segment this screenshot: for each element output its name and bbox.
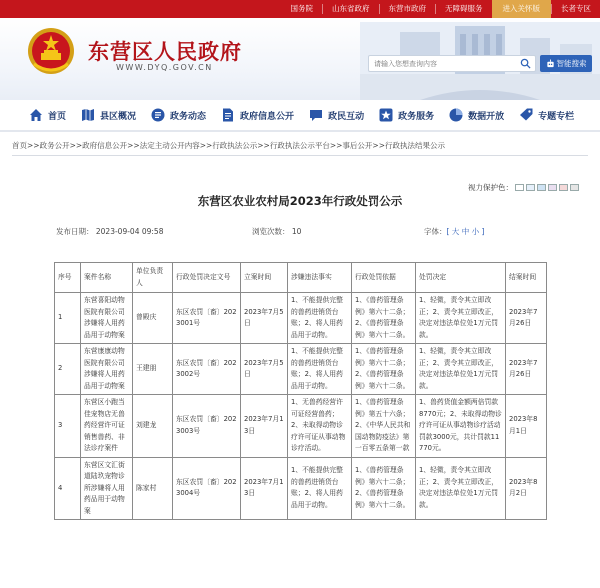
table-cell: 2023年8月2日 <box>506 457 547 520</box>
column-header: 涉嫌违法事实 <box>288 263 352 293</box>
news-icon <box>150 107 166 123</box>
search-box <box>368 55 536 72</box>
column-header: 结案时间 <box>506 263 547 293</box>
site-header <box>0 18 600 100</box>
table-cell: 2 <box>55 344 81 395</box>
column-header: 序号 <box>55 263 81 293</box>
table-cell: 东营康康动物医院有限公司涉嫌将人用药品用于动物案 <box>81 344 133 395</box>
search-icon[interactable] <box>520 58 531 69</box>
site-url: WWW.DYQ.GOV.CN <box>116 63 213 72</box>
table-cell: 1、轻微，责令其立即改正；2、责令其立即改正，决定对违法单位处1万元罚款。 <box>416 293 506 344</box>
nav-item-services[interactable] <box>378 99 434 131</box>
vision-color-swatch[interactable] <box>537 184 546 191</box>
home-icon <box>28 107 44 123</box>
top-bar <box>0 0 600 18</box>
nav-label-news: 政务动态 <box>170 111 207 122</box>
table-row <box>55 457 547 520</box>
article-title: 东营区农业农村局2023年行政处罚公示 <box>197 194 403 208</box>
table-cell: 1、不能提供完整的兽药进销货台账；2、将人用药品用于动物。 <box>288 344 352 395</box>
breadcrumb-divider <box>12 155 588 156</box>
vision-protection <box>468 182 579 193</box>
nav-item-open-data[interactable] <box>448 99 504 131</box>
column-header: 行政处罚依据 <box>352 263 416 293</box>
link-state-council[interactable]: 国务院 <box>290 4 313 13</box>
table-cell: 1、《兽药管理条例》第六十二条；2、《兽药管理条例》第六十二条。 <box>352 344 416 395</box>
table-cell: 东营喜阳动物医院有限公司涉嫌将人用药品用于动物案 <box>81 293 133 344</box>
table-cell: 东区农罚〔畜〕2023001号 <box>173 293 241 344</box>
table-cell: 1 <box>55 293 81 344</box>
nav-item-home[interactable] <box>28 99 66 131</box>
document-icon <box>220 107 236 123</box>
table-cell: 2023年7月26日 <box>506 293 547 344</box>
font-size-label: 字体： <box>424 227 447 236</box>
nav-label-home: 首页 <box>48 111 67 122</box>
link-elder-zone[interactable]: 长者专区 <box>551 4 600 14</box>
table-header-row <box>55 263 547 293</box>
nav-label-topics: 专题专栏 <box>538 111 575 122</box>
nav-label-info-disclosure: 政府信息公开 <box>240 111 295 122</box>
nav-item-overview[interactable] <box>80 99 136 131</box>
smart-search-button[interactable] <box>540 55 592 72</box>
table-cell: 东区农罚〔畜〕2023002号 <box>173 344 241 395</box>
robot-icon <box>546 59 555 68</box>
search-input[interactable] <box>369 56 509 71</box>
data-icon <box>448 107 464 123</box>
column-header: 单位负责人 <box>133 263 173 293</box>
table-cell: 2023年7月5日 <box>241 293 288 344</box>
top-links <box>282 0 600 18</box>
vision-color-swatch[interactable] <box>559 184 568 191</box>
vision-color-swatch[interactable] <box>515 184 524 191</box>
nav-label-overview: 县区概况 <box>100 111 137 122</box>
font-size-options[interactable]: [ 大 中 小 ] <box>446 227 485 236</box>
table-cell: 1、无兽药经营许可证经营兽药；2、未取得动物诊疗许可证从事动物诊疗活动。 <box>288 395 352 458</box>
link-accessibility[interactable]: 无障碍服务 <box>435 4 492 14</box>
table-cell: 1、《兽药管理条例》第六十二条；2、《兽药管理条例》第六十二条。 <box>352 293 416 344</box>
table-row <box>55 395 547 458</box>
column-header: 案件名称 <box>81 263 133 293</box>
link-dongying-gov[interactable]: 东营市政府 <box>379 4 436 14</box>
table-cell: 2023年7月13日 <box>241 457 288 520</box>
vision-color-swatch[interactable] <box>570 184 579 191</box>
font-size-control <box>424 226 484 237</box>
table-cell: 1、《兽药管理条例》第六十二条；2、《兽药管理条例》第六十二条。 <box>352 457 416 520</box>
penalty-table <box>54 262 547 520</box>
table-cell: 4 <box>55 457 81 520</box>
table-cell: 2023年7月5日 <box>241 344 288 395</box>
table-cell: 2023年7月13日 <box>241 395 288 458</box>
table-cell: 1、兽药货值金额两倍罚款8770元；2、未取得动物诊疗许可证从事动物诊疗活动罚款3000元，共计罚款11770元。 <box>416 395 506 458</box>
smart-search-label: 智能搜索 <box>556 59 587 68</box>
table-cell: 2023年8月1日 <box>506 395 547 458</box>
view-count: 浏览次数： 10 <box>252 227 302 236</box>
map-icon <box>80 107 96 123</box>
table-cell: 3 <box>55 395 81 458</box>
table-row <box>55 293 547 344</box>
column-header: 处罚决定 <box>416 263 506 293</box>
table-cell: 陈家村 <box>133 457 173 520</box>
table-cell: 东区农罚〔畜〕2023004号 <box>173 457 241 520</box>
table-cell: 1、《兽药管理条例》第五十六条；2、《中华人民共和国动物防疫法》第一百零五条第一款 <box>352 395 416 458</box>
national-emblem-icon <box>26 26 76 76</box>
topic-icon <box>518 107 534 123</box>
column-header: 行政处罚决定文号 <box>173 263 241 293</box>
nav-item-interaction[interactable] <box>308 99 364 131</box>
table-cell: 曾殿庆 <box>133 293 173 344</box>
table-cell: 1、轻微，责令其立即改正；2、责令其立即改正，决定对违法单位处1万元罚款。 <box>416 457 506 520</box>
link-care-version[interactable]: 进入关怀版 <box>492 0 552 18</box>
column-header: 立案时间 <box>241 263 288 293</box>
vision-label: 视力保护色： <box>468 183 513 192</box>
main-nav <box>0 100 600 132</box>
table-cell: 2023年7月26日 <box>506 344 547 395</box>
nav-label-open-data: 数据开放 <box>468 111 505 122</box>
table-cell: 王建朋 <box>133 344 173 395</box>
site-title[interactable]: 东营区人民政府 <box>88 39 242 64</box>
vision-color-swatch[interactable] <box>548 184 557 191</box>
vision-color-swatch[interactable] <box>526 184 535 191</box>
table-cell: 刘建龙 <box>133 395 173 458</box>
service-icon <box>378 107 394 123</box>
table-cell: 1、不能提供完整的兽药进销货台账；2、将人用药品用于动物。 <box>288 293 352 344</box>
nav-label-services: 政务服务 <box>398 111 435 122</box>
table-cell: 东区农罚〔畜〕2023003号 <box>173 395 241 458</box>
table-cell: 1、轻微，责令其立即改正；2、责令其立即改正，决定对违法单位处1万元罚款。 <box>416 344 506 395</box>
nav-item-news[interactable] <box>150 99 206 131</box>
table-row <box>55 344 547 395</box>
breadcrumb[interactable]: 首页>>政务公开>>政府信息公开>>法定主动公开内容>>行政执法公示>>行政执法公示平台>>事后公开>>行政执法结果公示 <box>12 141 445 150</box>
nav-item-info-disclosure[interactable] <box>220 99 294 131</box>
link-shandong-gov[interactable]: 山东省政府 <box>322 4 379 14</box>
table-cell: 东营区文汇街道陆玖宠物诊所涉嫌将人用药品用于动物案 <box>81 457 133 520</box>
publish-date: 发布日期： 2023-09-04 09:58 <box>56 227 164 236</box>
nav-label-interaction: 政民互动 <box>328 111 365 122</box>
nav-item-topics[interactable] <box>518 99 574 131</box>
chat-icon <box>308 107 324 123</box>
table-cell: 1、不能提供完整的兽药进销货台账；2、将人用药品用于动物。 <box>288 457 352 520</box>
table-cell: 东营区小跑当佳宠物店无兽药经营许可证销售兽药、非法诊疗案件 <box>81 395 133 458</box>
